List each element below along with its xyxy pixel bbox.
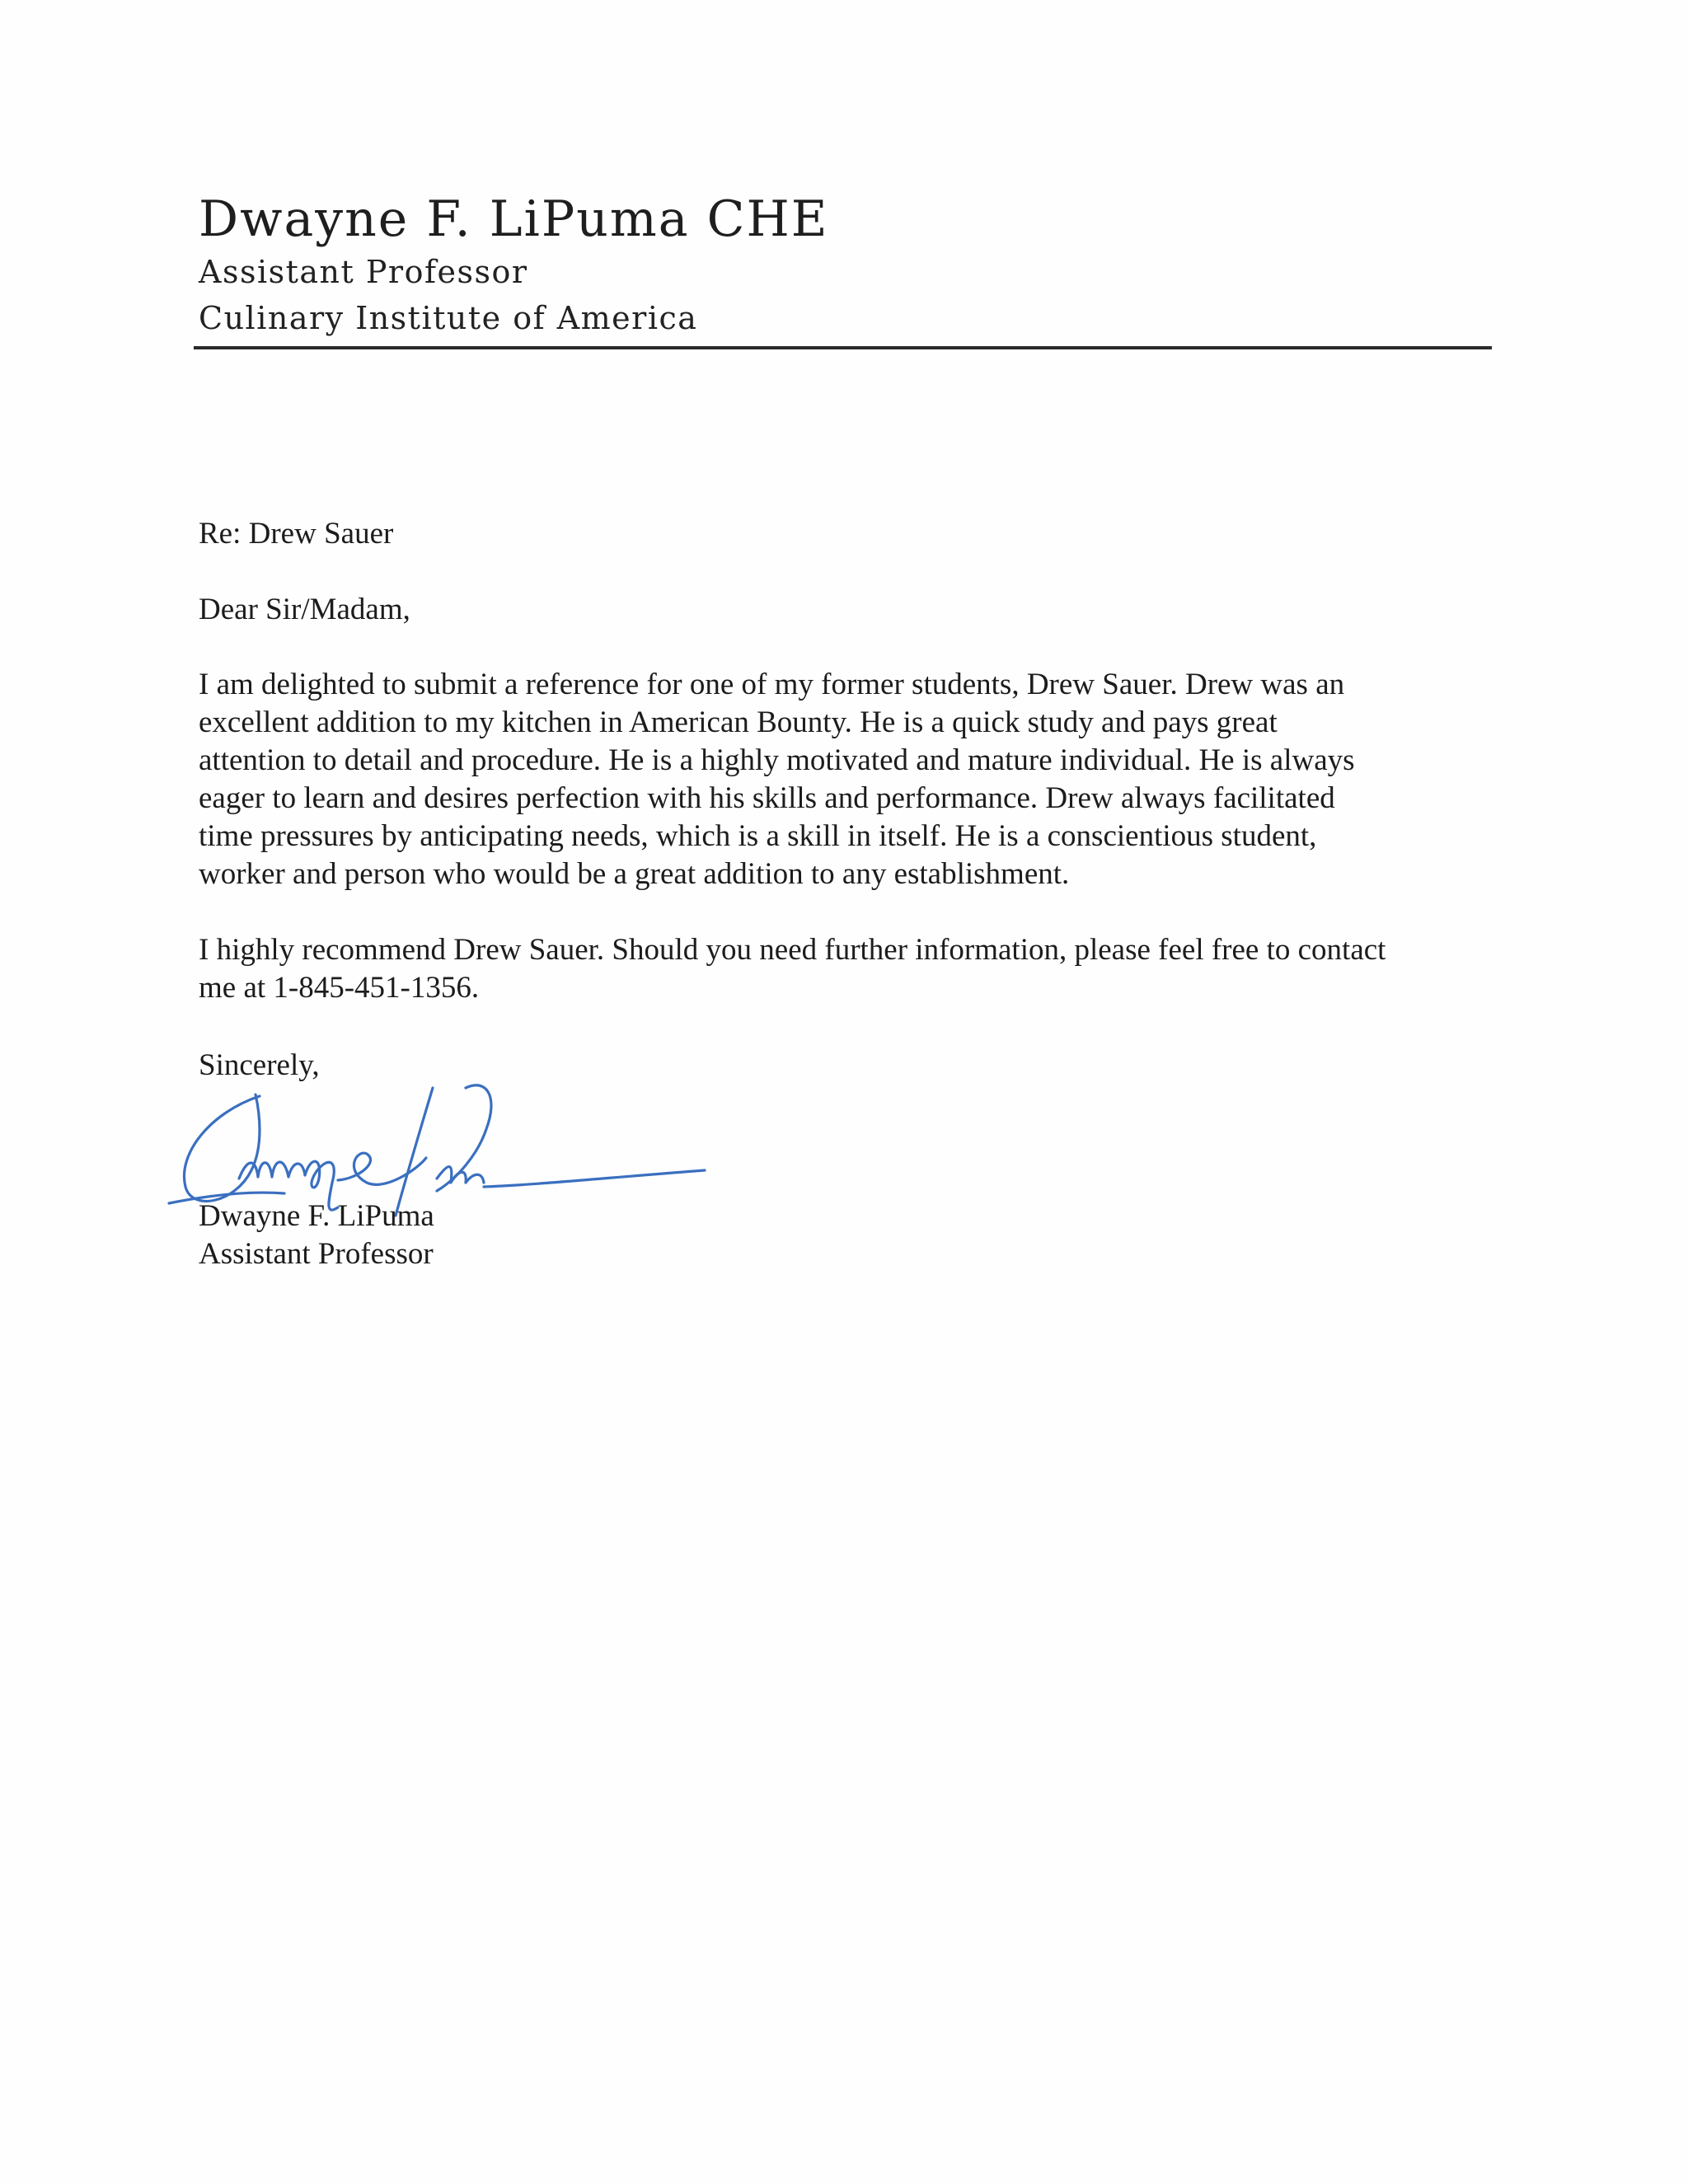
paragraph-line: eager to learn and desires perfection with his skills and performance. Drew always facilitated (199, 781, 1335, 815)
signature-stroke (484, 1170, 705, 1187)
letterhead-institution: Culinary Institute of America (199, 300, 698, 336)
signature-stroke (184, 1094, 260, 1201)
closing: Sincerely, (199, 1048, 320, 1082)
letterhead-name: Dwayne F. LiPuma CHE (199, 190, 829, 248)
signature-stroke (396, 1088, 433, 1216)
signature-stroke (437, 1167, 484, 1183)
paragraph-line: time pressures by anticipating needs, which is a skill in itself. He is a conscientious student, (199, 819, 1317, 853)
subject-line: Re: Drew Sauer (199, 517, 394, 551)
signer-name: Dwayne F. LiPuma (199, 1199, 434, 1233)
body-paragraph-2 (199, 931, 1534, 1007)
paragraph-line: me at 1-845-451-1356. (199, 971, 480, 1005)
signer-title: Assistant Professor (199, 1237, 434, 1271)
paragraph-line: I am delighted to submit a reference for one of my former students, Drew Sauer. Drew was an (199, 668, 1345, 701)
body-paragraph-1 (199, 666, 1534, 893)
paragraph-line: worker and person who would be a great addition to any establishment. (199, 857, 1070, 891)
letterhead-title: Assistant Professor (199, 254, 528, 290)
letterhead (199, 190, 1493, 341)
paragraph-line: attention to detail and procedure. He is a highly motivated and mature individual. He is always (199, 743, 1355, 777)
salutation: Dear Sir/Madam, (199, 593, 410, 626)
letterhead-divider (194, 346, 1492, 349)
paragraph-line: I highly recommend Drew Sauer. Should you need further information, please feel free to contact (199, 933, 1386, 967)
paragraph-line: excellent addition to my kitchen in American Bounty. He is a quick study and pays great (199, 705, 1278, 739)
